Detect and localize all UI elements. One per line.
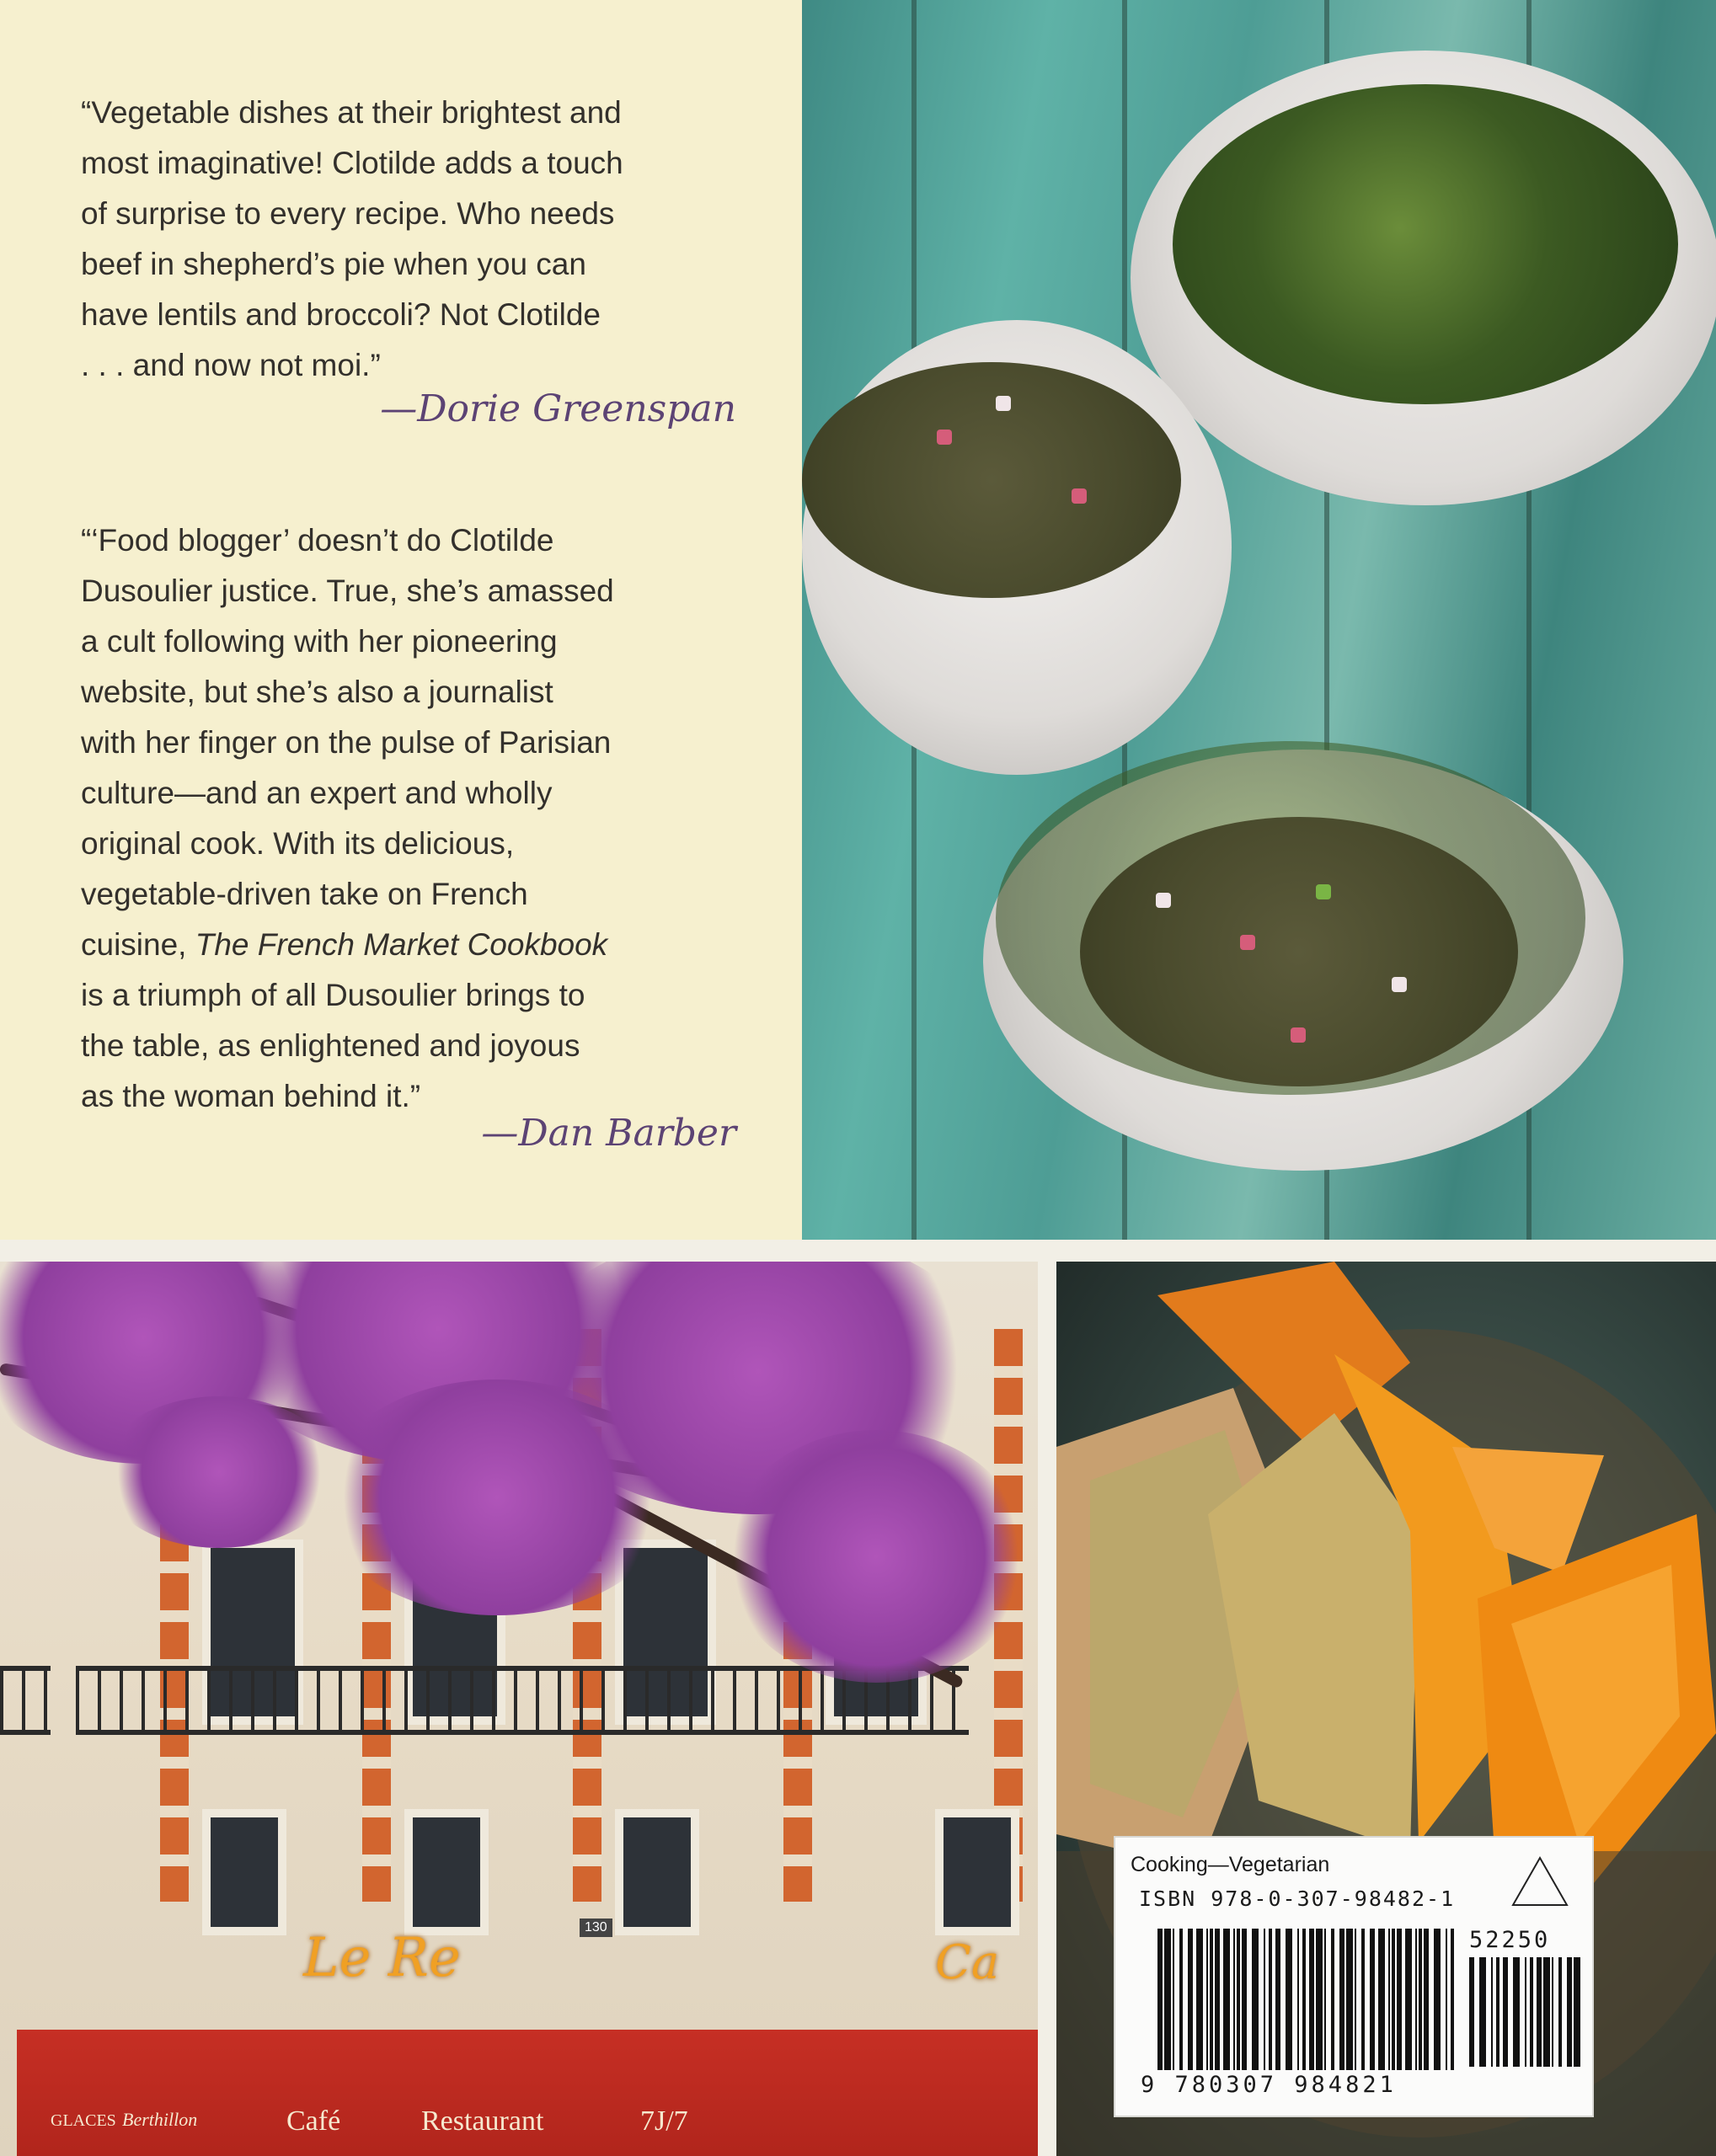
quote-text: “Vegetable dishes at their brightest and most imaginative! Clotilde adds a touch of surprise to every recipe. Who needs beef in shepherd’s pie when you can have lentils and broccoli? Not Clotilde . . . and now not moi.”: [81, 95, 623, 382]
plate-lentil-salad: [1080, 817, 1518, 1086]
radish-piece: [1291, 1027, 1306, 1043]
cafe-neon-sign-right: Ca: [935, 1935, 1000, 1990]
quote-text-start: “‘Food blogger’ doesn’t do Clotilde Dusoulier justice. True, she’s amassed a cult following with her pioneering website, but she’s also a journalist with her finger on the pulse of Parisian culture—and an expert and wholly original cook. With its delicious, vegetable-driven take on French cuisine,: [81, 523, 614, 962]
publisher-triangle-icon: [1510, 1854, 1570, 1908]
radish-piece: [1156, 893, 1171, 908]
building-window: [202, 1809, 286, 1935]
street-number: 130: [580, 1919, 612, 1937]
building-window: [615, 1809, 699, 1935]
awning-hours: 7J/7: [640, 2105, 688, 2137]
awning-restaurant: Restaurant: [421, 2105, 544, 2137]
awning-glaces: GLACES: [51, 2111, 116, 2130]
ean-barcode: [1156, 1929, 1459, 2070]
price-addon-barcode: [1467, 1957, 1585, 2067]
wrought-iron-balcony: [0, 1666, 51, 1735]
building-window: [935, 1809, 1019, 1935]
book-title: The French Market Cookbook: [195, 927, 608, 962]
radish-piece: [996, 396, 1011, 411]
quote-text-end: is a triumph of all Dusoulier brings to the table, as enlightened and joyous as the woman behind it.”: [81, 978, 585, 1113]
building-window: [404, 1809, 489, 1935]
redbud-blossoms: [101, 1396, 337, 1548]
ean-digits: 9 780307 984821: [1141, 2072, 1397, 2098]
redbud-blossoms: [320, 1380, 674, 1615]
radish-piece: [1392, 977, 1407, 992]
radish-piece: [1240, 935, 1255, 950]
lentil-salad: [802, 362, 1181, 598]
cafe-neon-sign: Le Re: [303, 1927, 461, 1989]
salad-greens: [1173, 84, 1678, 404]
quote-dan-barber: [81, 515, 746, 1122]
photo-lentil-salads: [802, 0, 1716, 1240]
barcode-label: [1114, 1836, 1594, 2117]
price-code: 52250: [1469, 1927, 1551, 1953]
attribution-dan-barber: —Dan Barber: [481, 1112, 736, 1155]
awning-berthillon: Berthillon: [122, 2109, 198, 2130]
quote-panel: [0, 0, 802, 1240]
apple-piece: [1316, 884, 1331, 899]
attribution-dorie-greenspan: —Dorie Greenspan: [380, 387, 736, 430]
isbn-number: ISBN 978-0-307-98482-1: [1139, 1886, 1456, 1911]
quote-text: [81, 515, 746, 1122]
photo-paris-cafe: [0, 1262, 1038, 2156]
awning-cafe: Café: [286, 2105, 341, 2137]
cafe-awning: [17, 2030, 1038, 2156]
redbud-blossoms: [724, 1430, 1028, 1683]
radish-piece: [1072, 488, 1087, 504]
radish-piece: [937, 430, 952, 445]
bisac-category: Cooking—Vegetarian: [1131, 1853, 1330, 1876]
quote-dorie-greenspan: [81, 88, 746, 391]
